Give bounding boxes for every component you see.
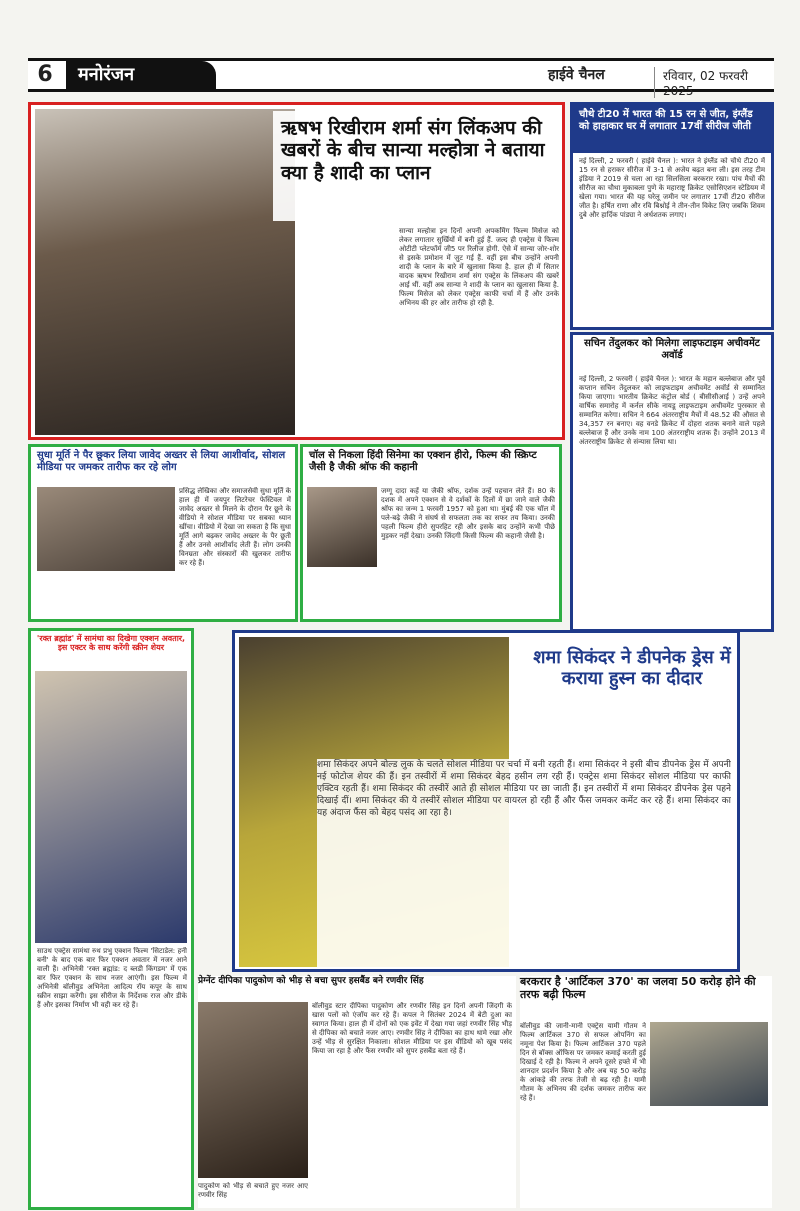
shama-headline: शमा सिकंदर ने डीपनेक ड्रेस में कराया हुस्न का दीदार	[533, 647, 731, 690]
samantha-headline: 'रक्त ब्रह्मांड' में सामंथा का दिखेगा एक्शन अवतार, इस एक्टर के साथ करेंगी स्क्रीन शेयर	[36, 634, 186, 653]
page-number: 6	[37, 62, 53, 87]
jackie-body: जग्गू दादा कहें या जैकी श्रॉफ, दर्शक उन्हें पहचान लेते हैं। 80 के दशक में अपने एक्शन से वे दर्शकों के दिलों में छा जाने वाले जैकी श्रॉफ का जन्म 1 फरवरी 1957 को हुआ था। मुंबई की एक चॉल में पले-बढ़े जैकी ने संघर्ष से सफलता तक का सफर तय किया। उनकी पहली फिल्म हीरो सुपरहिट रही और इसके बाद उन्होंने कभी पीछे मुड़कर नहीं देखा। उनकी जिंदगी किसी फिल्म की कहानी जैसी है।	[381, 487, 555, 540]
ranveer-caption: पादुकोण को भीड़ से बचाते हुए नजर आए रणवीर सिंह	[198, 1182, 308, 1199]
sachin-story	[570, 332, 774, 632]
sachin-headline: सचिन तेंदुलकर को मिलेगा लाइफटाइम अचीवमेंट अवॉर्ड	[584, 338, 760, 361]
jackie-headline: चॉल से निकला हिंदी सिनेमा का एक्शन हीरो, फिल्म की स्क्रिप्ट जैसी है जैकी श्रॉफ की कहानी	[309, 450, 537, 473]
sudha-photo	[37, 487, 175, 571]
shama-story	[232, 630, 740, 972]
page-header	[28, 58, 774, 98]
ranveer-photo	[198, 1002, 308, 1178]
sudha-story	[28, 444, 298, 622]
sudha-body: प्रसिद्ध लेखिका और समाजसेवी सुधा मूर्ति के हाल ही में जयपुर लिटरेचर फेस्टिवल में जावेद अख्तर से मिलने के दौरान पैर छूने के वीडियो ने सोशल मीडिया पर सबका ध्यान खींचा। वीडियो में देखा जा सकता है कि सुधा मूर्ति आगे बढ़कर जावेद अख्तर के पैर छूती हैं और उनसे आशीर्वाद लेती हैं। लोग उनकी विनम्रता और संस्कारों की खुलकर तारीफ कर रहे हैं।	[179, 487, 291, 567]
cricket-headline: चौथे टी20 में भारत की 15 रन से जीत, इंग्लैंड को हाहाकार घर में लगातार 17वीं सीरीज जीती	[573, 105, 771, 153]
article370-photo	[650, 1022, 768, 1106]
sudha-headline: सुधा मूर्ति ने पैर छूकर लिया जावेद अख्तर से लिया आशीर्वाद, सोशल मीडिया पर जमकर तारीफ कर रहे लोग	[37, 450, 286, 473]
ranveer-story	[198, 976, 516, 1208]
samantha-story	[28, 628, 194, 1210]
jackie-story	[300, 444, 562, 622]
ranveer-headline: प्रेग्नेंट दीपिका पादुकोण को भीड़ से बचा सुपर हसबैंड बने रणवीर सिंह	[198, 976, 424, 986]
shama-body: शमा सिकंदर अपने बोल्ड लुक के चलते सोशल मीडिया पर चर्चा में बनी रहती हैं। शमा सिकंदर ने इसी बीच डीपनेक ड्रेस में अपनी नई फोटोज शेयर की हैं। इन तस्वीरों में शमा सिकंदर बेहद हसीन लग रही हैं। एक्ट्रेस शमा सिकंदर सोशल मीडिया पर काफी एक्टिव रहती हैं। शमा सिकंदर की तस्वीरें आते ही सोशल मीडिया पर छा जाती हैं। इन तस्वीरों में शमा सिकंदर डीपनेक ड्रेस पहने दिखाई दीं। शमा सिकंदर की ये तस्वीरें सोशल मीडिया पर वायरल हो रही हैं और फैंस जमकर कमेंट कर रहे हैं। शमा सिकंदर का यह अंदाज फैंस को बेहद पसंद आ रहा है।	[317, 759, 731, 967]
newspaper-brand: हाईवे चैनल	[548, 67, 605, 83]
samantha-photo	[35, 671, 187, 943]
lead-headline: ऋषभ रिखीराम शर्मा संग लिंकअप की खबरों के बीच सान्या मल्होत्रा ने बताया क्या है शादी का प्लान	[273, 111, 559, 221]
jackie-photo	[307, 487, 377, 567]
cricket-story	[570, 102, 774, 330]
cricket-body: नई दिल्ली, 2 फरवरी ( हाईवे चैनल ): भारत ने इंग्लैंड को चौथे टी20 में 15 रन से हराकर सीरीज में 3-1 से अजेय बढ़त बना ली। इस तरह टीम इंडिया ने 2019 से चला आ रहा सिलसिला बरकरार रखा। पांच मैचों की सीरीज का चौथा मुकाबला पुणे के महाराष्ट्र क्रिकेट एसोसिएशन स्टेडियम में खेला गया। भारत की यह घरेलू जमीन पर लगातार 17वीं टी20 सीरीज जीत है। हर्षित राणा और रवि बिश्नोई ने तीन-तीन विकेट लिए जबकि शिवम दुबे और हार्दिक पांड्या ने अर्धशतक लगाए।	[579, 157, 765, 219]
sachin-body: नई दिल्ली, 2 फरवरी ( हाईवे चैनल ): भारत के महान बल्लेबाज और पूर्व कप्तान सचिन तेंदुलकर को लाइफटाइम अचीवमेंट अवॉर्ड से सम्मानित किया जाएगा। भारतीय क्रिकेट कंट्रोल बोर्ड ( बीसीसीआई ) उन्हें अपने वार्षिक समारोह में कर्नल सीके नायडू लाइफटाइम अचीवमेंट पुरस्कार से सम्मानित करेगा। सचिन ने 664 अंतरराष्ट्रीय मैचों में 48.52 की औसत से 34,357 रन बनाए। वह वनडे क्रिकेट में दोहरा शतक बनाने वाले पहले बल्लेबाज हैं और उनके नाम 100 अंतरराष्ट्रीय शतक हैं। उन्होंने 2013 में अंतरराष्ट्रीय क्रिकेट से संन्यास लिया था।	[579, 375, 765, 446]
section-title: मनोरंजन	[66, 61, 216, 89]
article370-story	[520, 976, 772, 1208]
issue-date: रविवार, 02 फरवरी 2025	[654, 67, 774, 98]
lead-photo	[35, 109, 295, 435]
article370-body: बॉलीवुड की जानी-मानी एक्ट्रेस यामी गौतम ने फिल्म आर्टिकल 370 से सफल ओपनिंग का नमूना पेश किया है। फिल्म आर्टिकल 370 पहले दिन से बॉक्स ऑफिस पर जमकर कमाई करती हुई दिखाई दे रही है। फिल्म ने अपने दूसरे हफ्ते में भी शानदार प्रदर्शन किया है और अब यह 50 करोड़ के आंकड़े की तरफ तेजी से बढ़ रही है। यामी गौतम के अभिनय की दर्शक जमकर तारीफ कर रहे हैं।	[520, 1022, 646, 1102]
samantha-body: साउथ एक्ट्रेस सामंथा रुथ प्रभु एक्शन फिल्म 'सिटाडेल: हनी बनी' के बाद एक बार फिर एक्शन अवतार में नजर आने वाली हैं। अभिनेत्री 'रक्त ब्रह्मांड: द ब्लडी किंगडम' में एक बार फिर एक्शन के साथ नजर आएंगी। इस फिल्म में अभिनेत्री बॉलीवुड अभिनेता आदित्य रॉय कपूर के साथ स्क्रीन साझा करेंगी। इस सीरीज के निर्देशक राज और डीके हैं और इसका निर्माण भी वही कर रहे हैं।	[37, 947, 187, 1009]
ranveer-body: बॉलीवुड स्टार दीपिका पादुकोण और रणवीर सिंह इन दिनों अपनी जिंदगी के खास पलों को एंजॉय कर रहे हैं। कपल ने सितंबर 2024 में बेटी दुआ का स्वागत किया। हाल ही में दोनों को एक इवेंट में देखा गया जहां रणवीर सिंह भीड़ से दीपिका को बचाते नजर आए। रणवीर सिंह ने दीपिका का हाथ थामे रखा और उन्हें भीड़ से सुरक्षित निकाला। सोशल मीडिया पर इस वीडियो को खूब पसंद किया जा रहा है और फैंस रणवीर को सुपर हसबैंड बता रहे हैं।	[312, 1002, 512, 1055]
lead-body: सान्या मल्होत्रा इन दिनों अपनी अपकमिंग फिल्म मिसेज को लेकर लगातार सुर्खियों में बनी हुई हैं. जल्द ही एक्ट्रेस ये फिल्म ओटीटी प्लेटफॉर्म जी5 पर रिलीज होगी. ऐसे में सान्या जोर-शोर से इसके प्रमोशन में जुट गई हैं. वहीं इस बीच उन्होंने अपनी शादी के प्लान के बारे में खुलासा किया है. हाल ही में सितार वादक ऋषभ रिखीराम शर्मा संग एक्ट्रेस के लिंकअप की खबरें आई थीं. वहीं अब सान्या ने शादी के प्लान का खुलासा किया है. फिल्म मिसेज को लेकर एक्ट्रेस काफी चर्चा में हैं और उनके अभिनय की हर ओर तारीफ हो रही है.	[399, 227, 559, 307]
lead-story	[28, 102, 565, 440]
article370-headline: बरकरार है 'आर्टिकल 370' का जलवा 50 करोड़ होने की तरफ बढ़ी फिल्म	[520, 975, 756, 1001]
